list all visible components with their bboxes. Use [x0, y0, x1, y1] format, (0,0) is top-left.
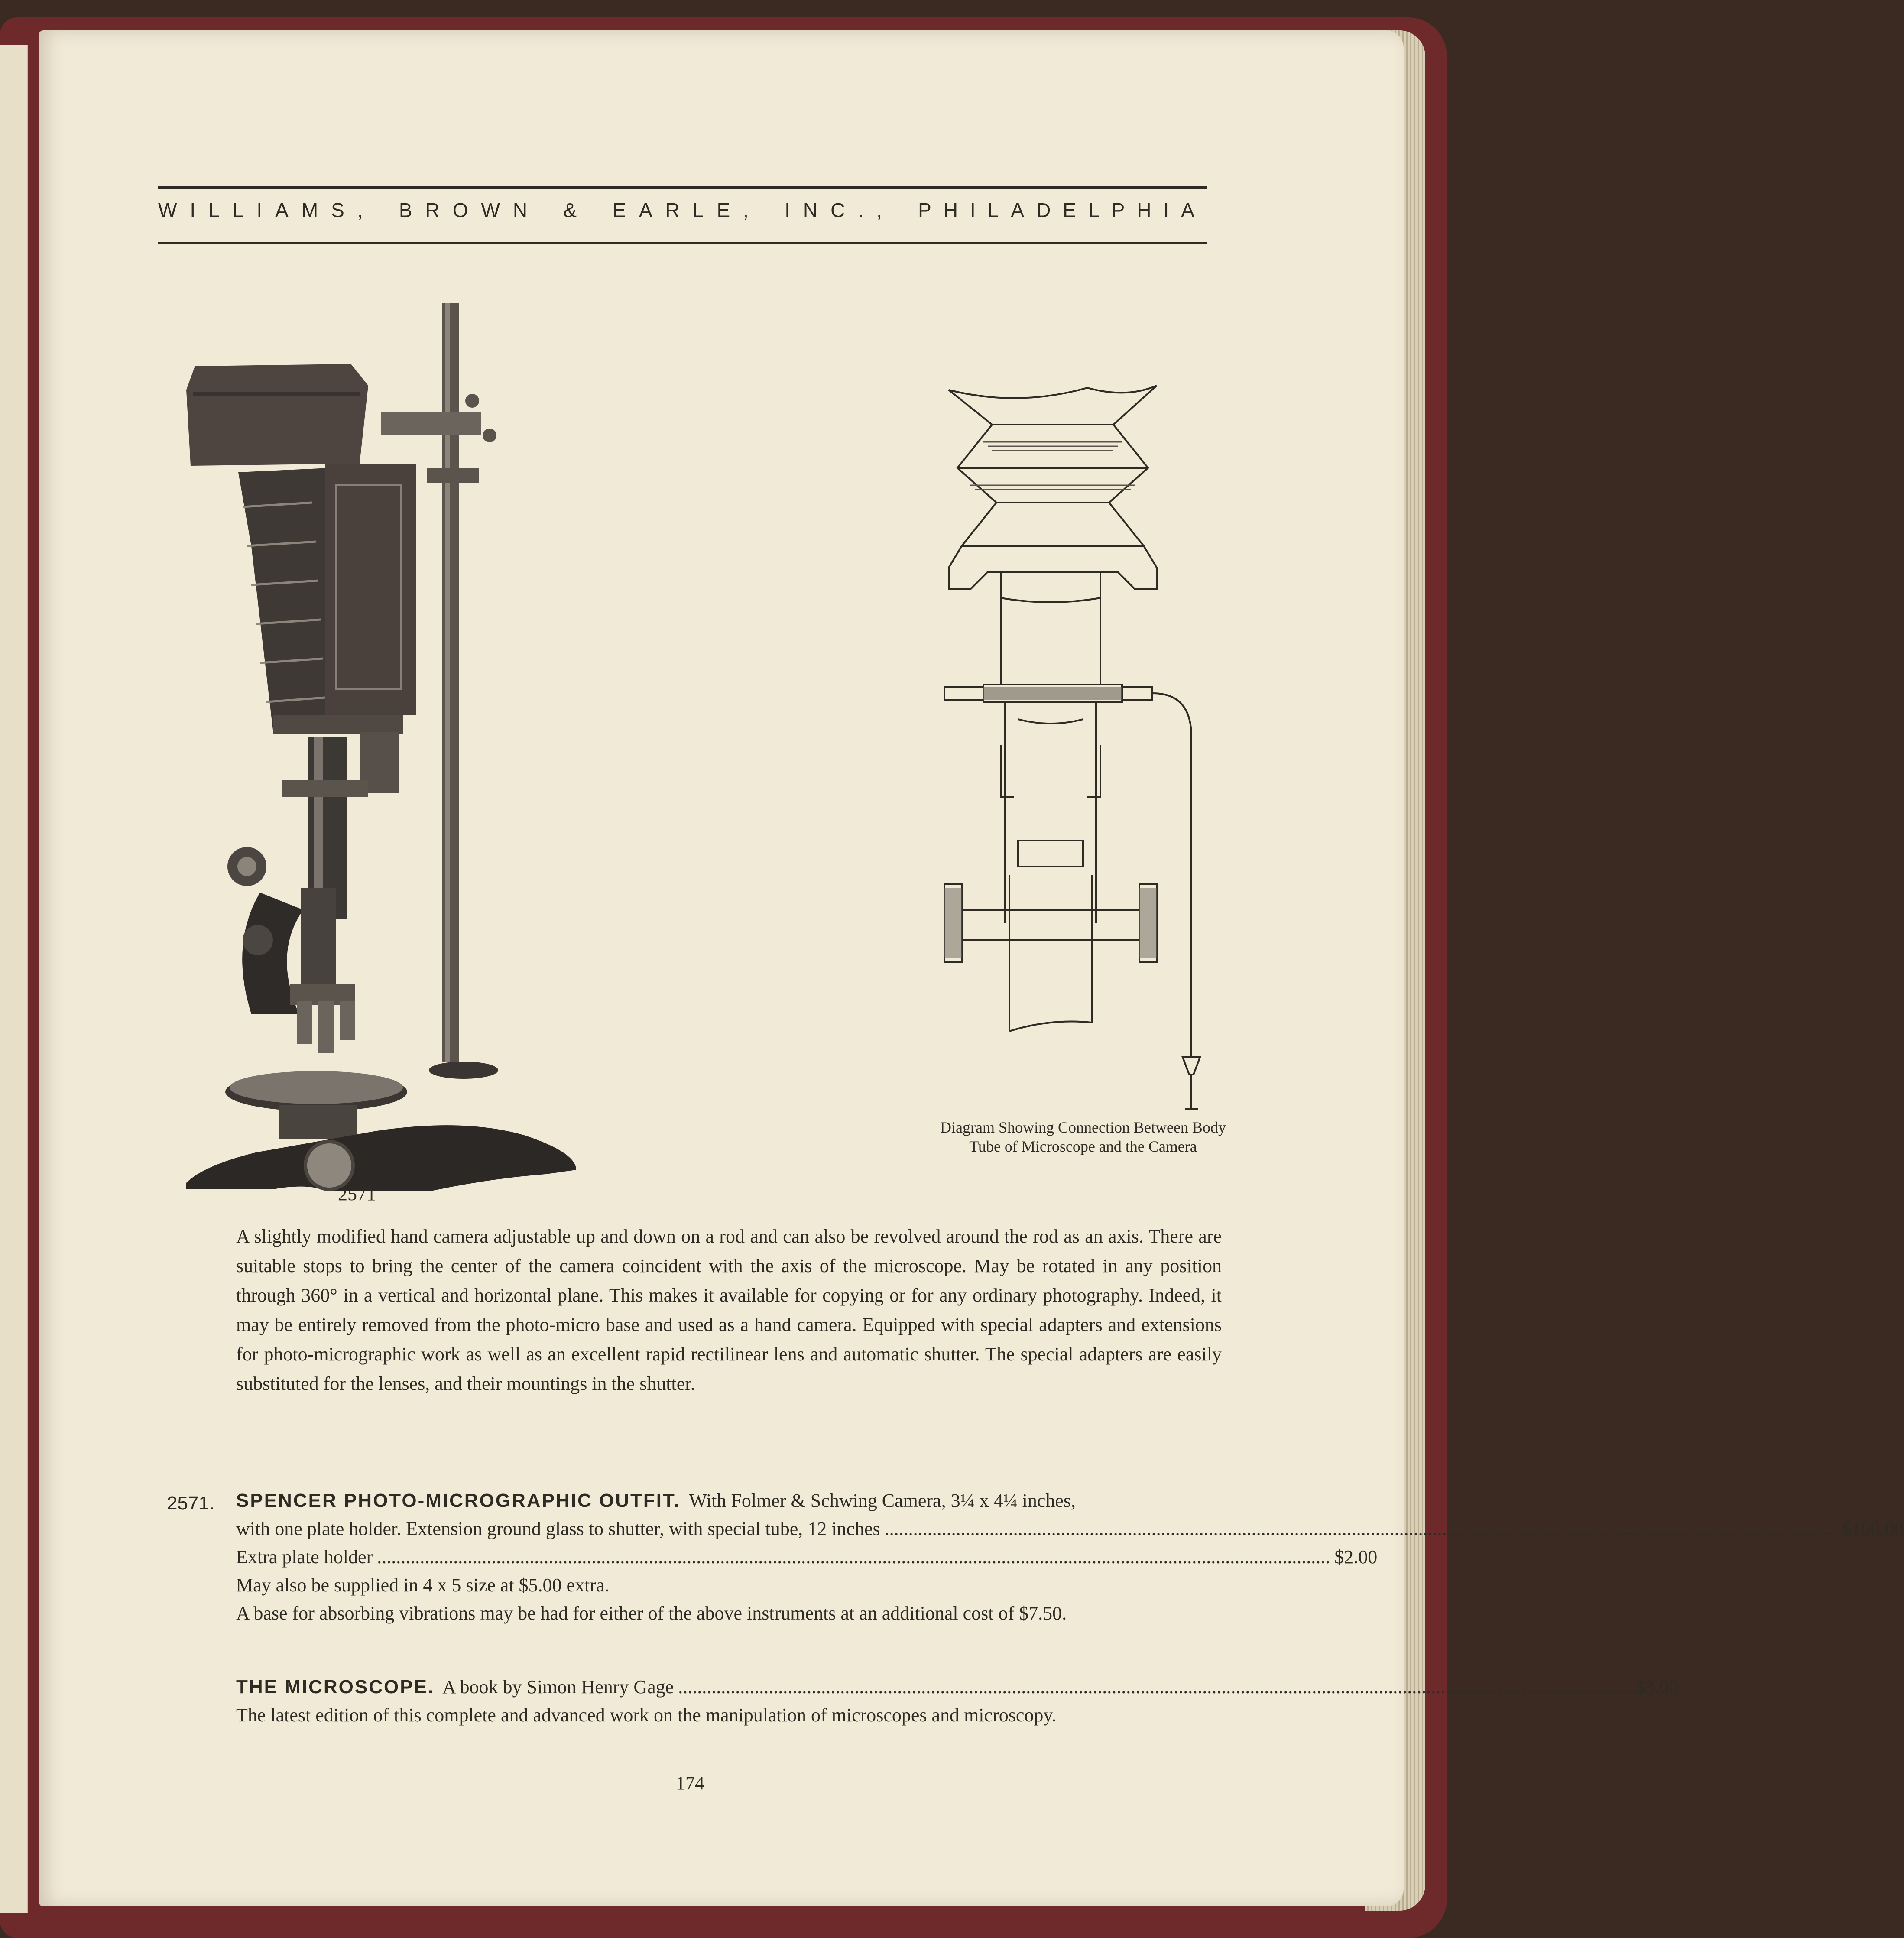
item-price: $100.00 — [1842, 1518, 1904, 1539]
extra-plate-price: $2.00 — [1334, 1546, 1378, 1568]
size-option-row — [236, 1571, 1222, 1600]
page-header — [158, 198, 1207, 222]
diagram-caption: Diagram Showing Connection Between Body Tube of Microscope and the Camera — [940, 1119, 1226, 1155]
leader-dots: ........................................................................................................................................................................................................ — [678, 1676, 1632, 1698]
header-rule-top — [158, 186, 1207, 189]
book-price: $3.00 — [1635, 1676, 1679, 1698]
item-title-row — [236, 1486, 1222, 1516]
item-line1: With Folmer & Schwing Camera, 3¼ x 4¼ inches, — [689, 1490, 1076, 1511]
item-price-row — [236, 1514, 1904, 1544]
header-word: WILLIAMS, — [158, 199, 376, 221]
item-line2: with one plate holder. Extension ground glass to shutter, with special tube, 12 inches — [236, 1518, 880, 1539]
photo-micrographic-outfit-illustration — [186, 303, 598, 1191]
book-row — [236, 1672, 1679, 1702]
previous-page-edge — [0, 45, 28, 1913]
item-line4: May also be supplied in 4 x 5 size at $5.00 extra. — [236, 1574, 610, 1596]
header-word: BROWN — [399, 199, 541, 221]
book-author: A book by Simon Henry Gage — [442, 1676, 674, 1698]
leader-dots: ........................................................................................................................................................................................................ — [377, 1546, 1330, 1568]
book-title: THE MICROSCOPE. — [236, 1676, 435, 1698]
item-line3: Extra plate holder — [236, 1546, 373, 1568]
product-description: A slightly modified hand camera adjustable up and down on a rod and can also be revolved around the rod as an axis. There are suitable stops to bring the center of the camera coincident with the axis of the microscope. May be rotated in any position through 360° in a vertical and horizontal plane. This makes it available for copying or for any ordinary photography. Indeed, it may be entirely removed from the photo-micro base and used as a hand camera. Equipped with special adapters and extensions for photo-micrographic work as well as an excellent rapid rectilinear lens and automatic shutter. The special adapters are easily substituted for the lenses, and their mountings in the shutter. — [236, 1226, 1222, 1394]
connection-diagram — [931, 381, 1235, 1131]
book-description: The latest edition of this complete and advanced work on the manipulation of microscopes and microscopy. — [236, 1704, 1057, 1726]
figure-number: 2571 — [338, 1183, 376, 1204]
extra-plate-row — [236, 1542, 1378, 1572]
header-word: EARLE, — [613, 199, 762, 221]
header-word: INC., — [785, 199, 895, 221]
header-rule-bottom — [158, 242, 1207, 244]
page-number: 174 — [676, 1772, 704, 1794]
leader-dots: ........................................................................................................................................................................................................ — [884, 1518, 1838, 1539]
vibration-base-note: A base for absorbing vibrations may be had for either of the above instruments at an additional cost of $7.50. — [236, 1603, 1067, 1624]
header-word: PHILADELPHIA — [918, 199, 1207, 221]
header-word: & — [563, 199, 590, 221]
item-title: SPENCER PHOTO-MICROGRAPHIC OUTFIT. — [236, 1490, 681, 1511]
item-number: 2571. — [167, 1493, 215, 1514]
